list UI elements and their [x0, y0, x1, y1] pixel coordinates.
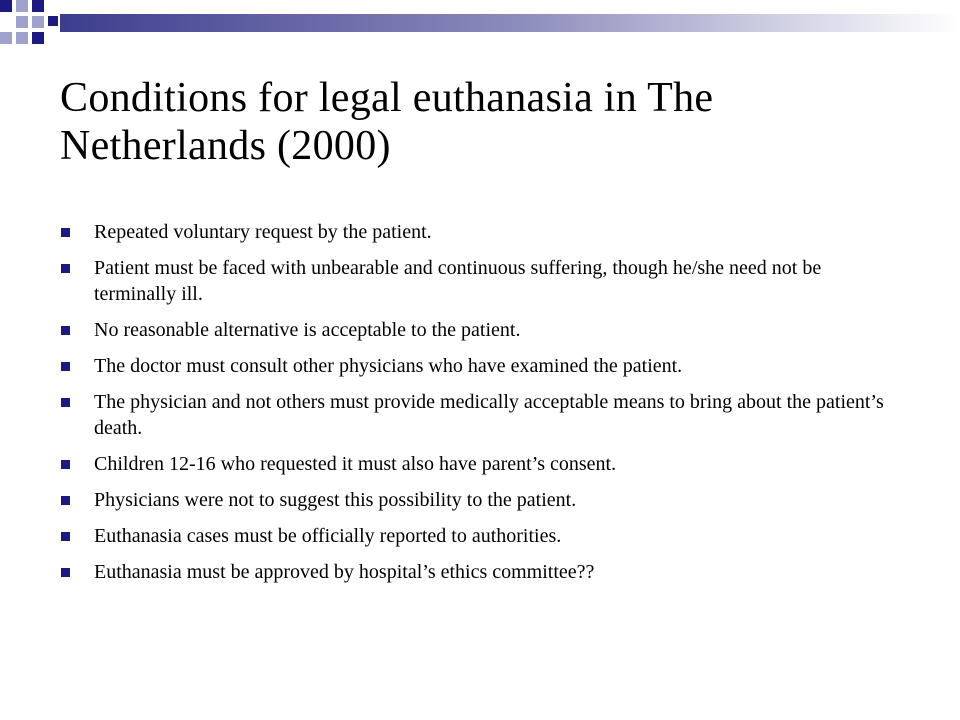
- decor-square-light-5: [16, 32, 28, 44]
- bullet-text: Repeated voluntary request by the patient.: [94, 221, 432, 243]
- square-bullet-icon: [61, 532, 70, 541]
- header-decoration: [0, 0, 960, 60]
- bullet-text: Children 12-16 who requested it must also have parent’s consent.: [94, 453, 617, 475]
- square-bullet-icon: [61, 568, 70, 577]
- bullet-text: Patient must be faced with unbearable and continuous suffering, though he/she need not be terminally ill.: [94, 257, 822, 305]
- list-item: [60, 353, 900, 379]
- list-item: [60, 523, 900, 549]
- square-bullet-icon: [61, 362, 70, 371]
- list-item: [60, 487, 900, 513]
- slide-title: Conditions for legal euthanasia in The Netherlands (2000): [60, 75, 714, 169]
- bullet-text: The physician and not others must provide medically acceptable means to bring about the patient’s death.: [94, 391, 884, 439]
- bullet-text: No reasonable alternative is acceptable to the patient.: [94, 319, 521, 341]
- square-bullet-icon: [61, 460, 70, 469]
- decor-square-dark-1: [0, 0, 12, 12]
- decor-square-dark-2: [32, 0, 44, 12]
- square-bullet-icon: [61, 228, 70, 237]
- bullet-text: The doctor must consult other physicians who have examined the patient.: [94, 355, 683, 377]
- list-item: [60, 389, 900, 441]
- list-item: [60, 317, 900, 343]
- square-bullet-icon: [61, 398, 70, 407]
- list-item: [60, 219, 900, 245]
- decor-square-light-2: [16, 16, 28, 28]
- decor-square-light-3: [0, 32, 12, 44]
- header-gradient-bar: [60, 14, 960, 32]
- bullet-text: Euthanasia cases must be officially reported to authorities.: [94, 525, 562, 547]
- list-item: [60, 559, 900, 585]
- list-item: [60, 451, 900, 477]
- square-bullet-icon: [61, 326, 70, 335]
- square-bullet-icon: [61, 496, 70, 505]
- decor-square-light-4: [32, 16, 44, 28]
- decor-square-dark-3: [32, 32, 44, 44]
- bullet-text: Physicians were not to suggest this possibility to the patient.: [94, 489, 577, 511]
- decor-square-dark-4: [48, 16, 58, 26]
- bullet-list: [60, 219, 900, 595]
- square-bullet-icon: [61, 264, 70, 273]
- decor-square-light-1: [16, 0, 28, 12]
- list-item: [60, 255, 900, 307]
- bullet-text: Euthanasia must be approved by hospital’s ethics committee??: [94, 561, 595, 583]
